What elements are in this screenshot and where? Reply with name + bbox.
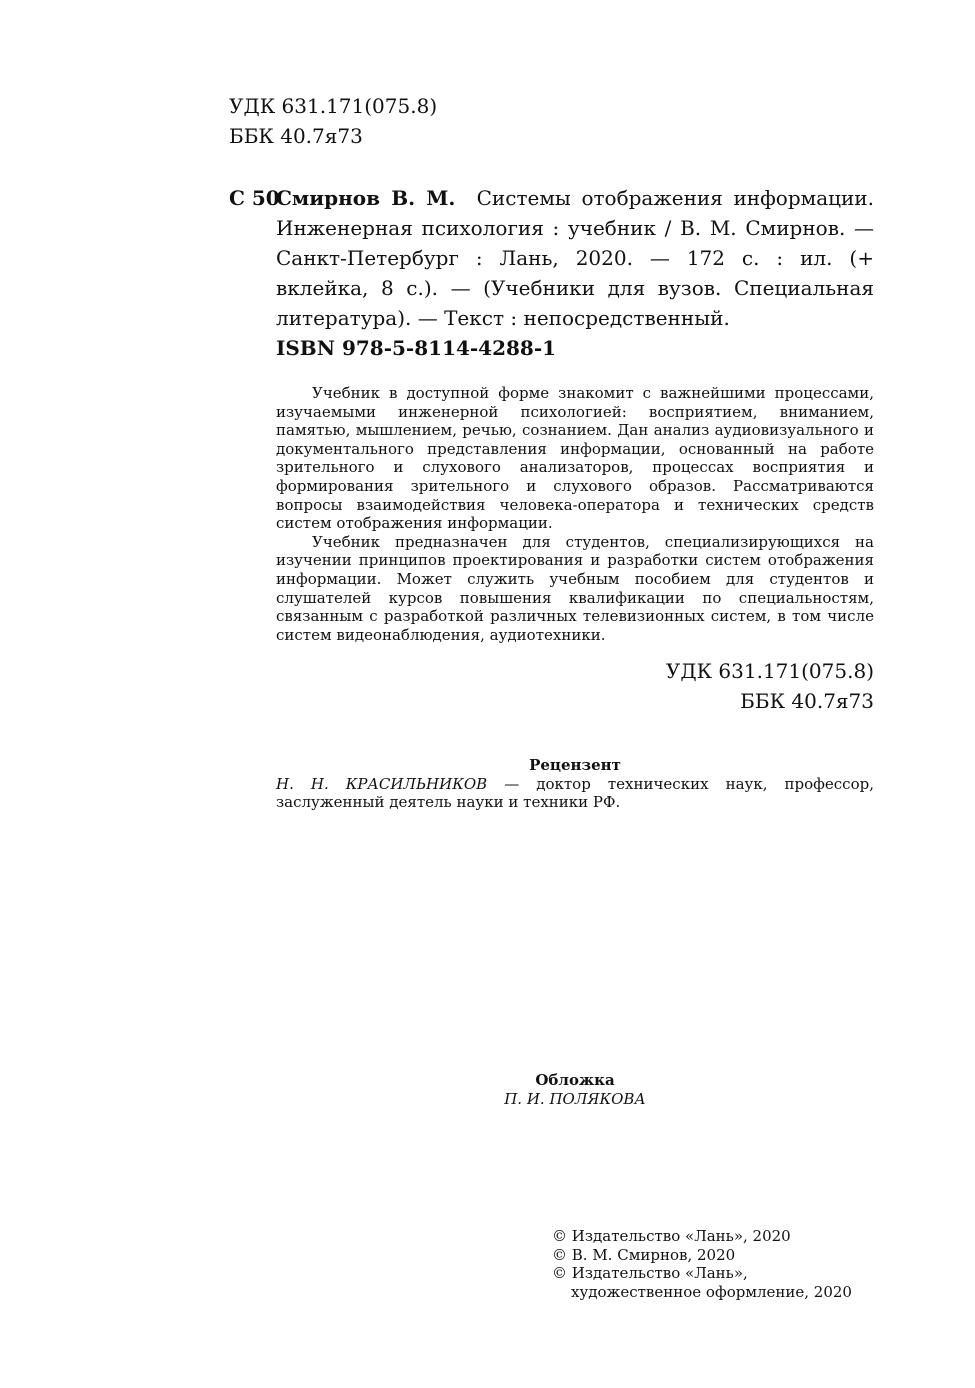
reviewer-name: Н. Н. КРАСИЛЬНИКОВ <box>276 774 488 793</box>
udk-code-right: УДК 631.171(075.8) <box>665 659 874 683</box>
bbk-code-right: ББК 40.7я73 <box>740 689 874 713</box>
copyright-line: © В. М. Смирнов, 2020 <box>552 1245 736 1264</box>
reviewer-text <box>276 775 874 812</box>
copyright-line: © Издательство «Лань», 2020 <box>552 1227 791 1245</box>
reviewer-description: — доктор технических наук, профессор, заслуженный деятель науки и техники РФ. <box>276 774 874 812</box>
cover-designer-name: П. И. ПОЛЯКОВА <box>504 1089 646 1108</box>
reviewer-heading: Рецензент <box>529 756 621 774</box>
abstract-paragraph: Учебник в доступной форме знакомит с важнейшими процессами, изучаемыми инженерной психологией: восприятием, вниманием, памятью, мышлением, речью, сознанием. Дан анализ аудиовизуального и документального представления информации, основанный на работе зрительного и слухового анализаторов, процессах восприятия и формирования зрительного и слухового образов. Рассматриваются вопросы взаимодействия человека-оператора и технических средств систем отображения информации. <box>276 384 874 533</box>
copyright-block <box>552 1227 882 1301</box>
author-sign: С 50 <box>229 186 280 210</box>
reviewer-block <box>276 756 874 812</box>
abstract-paragraph: Учебник предназначен для студентов, специализирующихся на изучении принципов проектирования и разработки систем отображения информации. Может служить учебным пособием для студентов и слушателей курсов повышения квалификации по специальностям, связанным с разработкой различных телевизионных систем, в том числе систем видеонаблюдения, аудиотехники. <box>276 532 874 644</box>
copyright-line: художественное оформление, 2020 <box>571 1282 852 1301</box>
udk-code: УДК 631.171(075.8) <box>229 94 438 118</box>
abstract <box>276 384 874 644</box>
cover-block <box>276 1071 874 1108</box>
cover-heading: Обложка <box>535 1071 615 1089</box>
classification-block <box>229 91 437 151</box>
isbn: ISBN 978-5-8114-4288-1 <box>276 336 557 360</box>
classification-block-right <box>600 656 874 716</box>
bbk-code: ББК 40.7я73 <box>229 124 363 148</box>
bibliographic-record <box>276 183 874 333</box>
copyright-line: © Издательство «Лань», <box>552 1264 748 1283</box>
bibliographic-description: Системы отображения информации. Инженерная психология : учебник / В. М. Смирнов. — Санкт-Петербург : Лань, 2020. — 172 с. : ил. (+ вклейка, 8 с.). — (Учебники для вузов. Специальная литература). — Текст : непосредственный. <box>276 186 874 330</box>
author-name: Смирнов В. М. <box>276 186 456 210</box>
